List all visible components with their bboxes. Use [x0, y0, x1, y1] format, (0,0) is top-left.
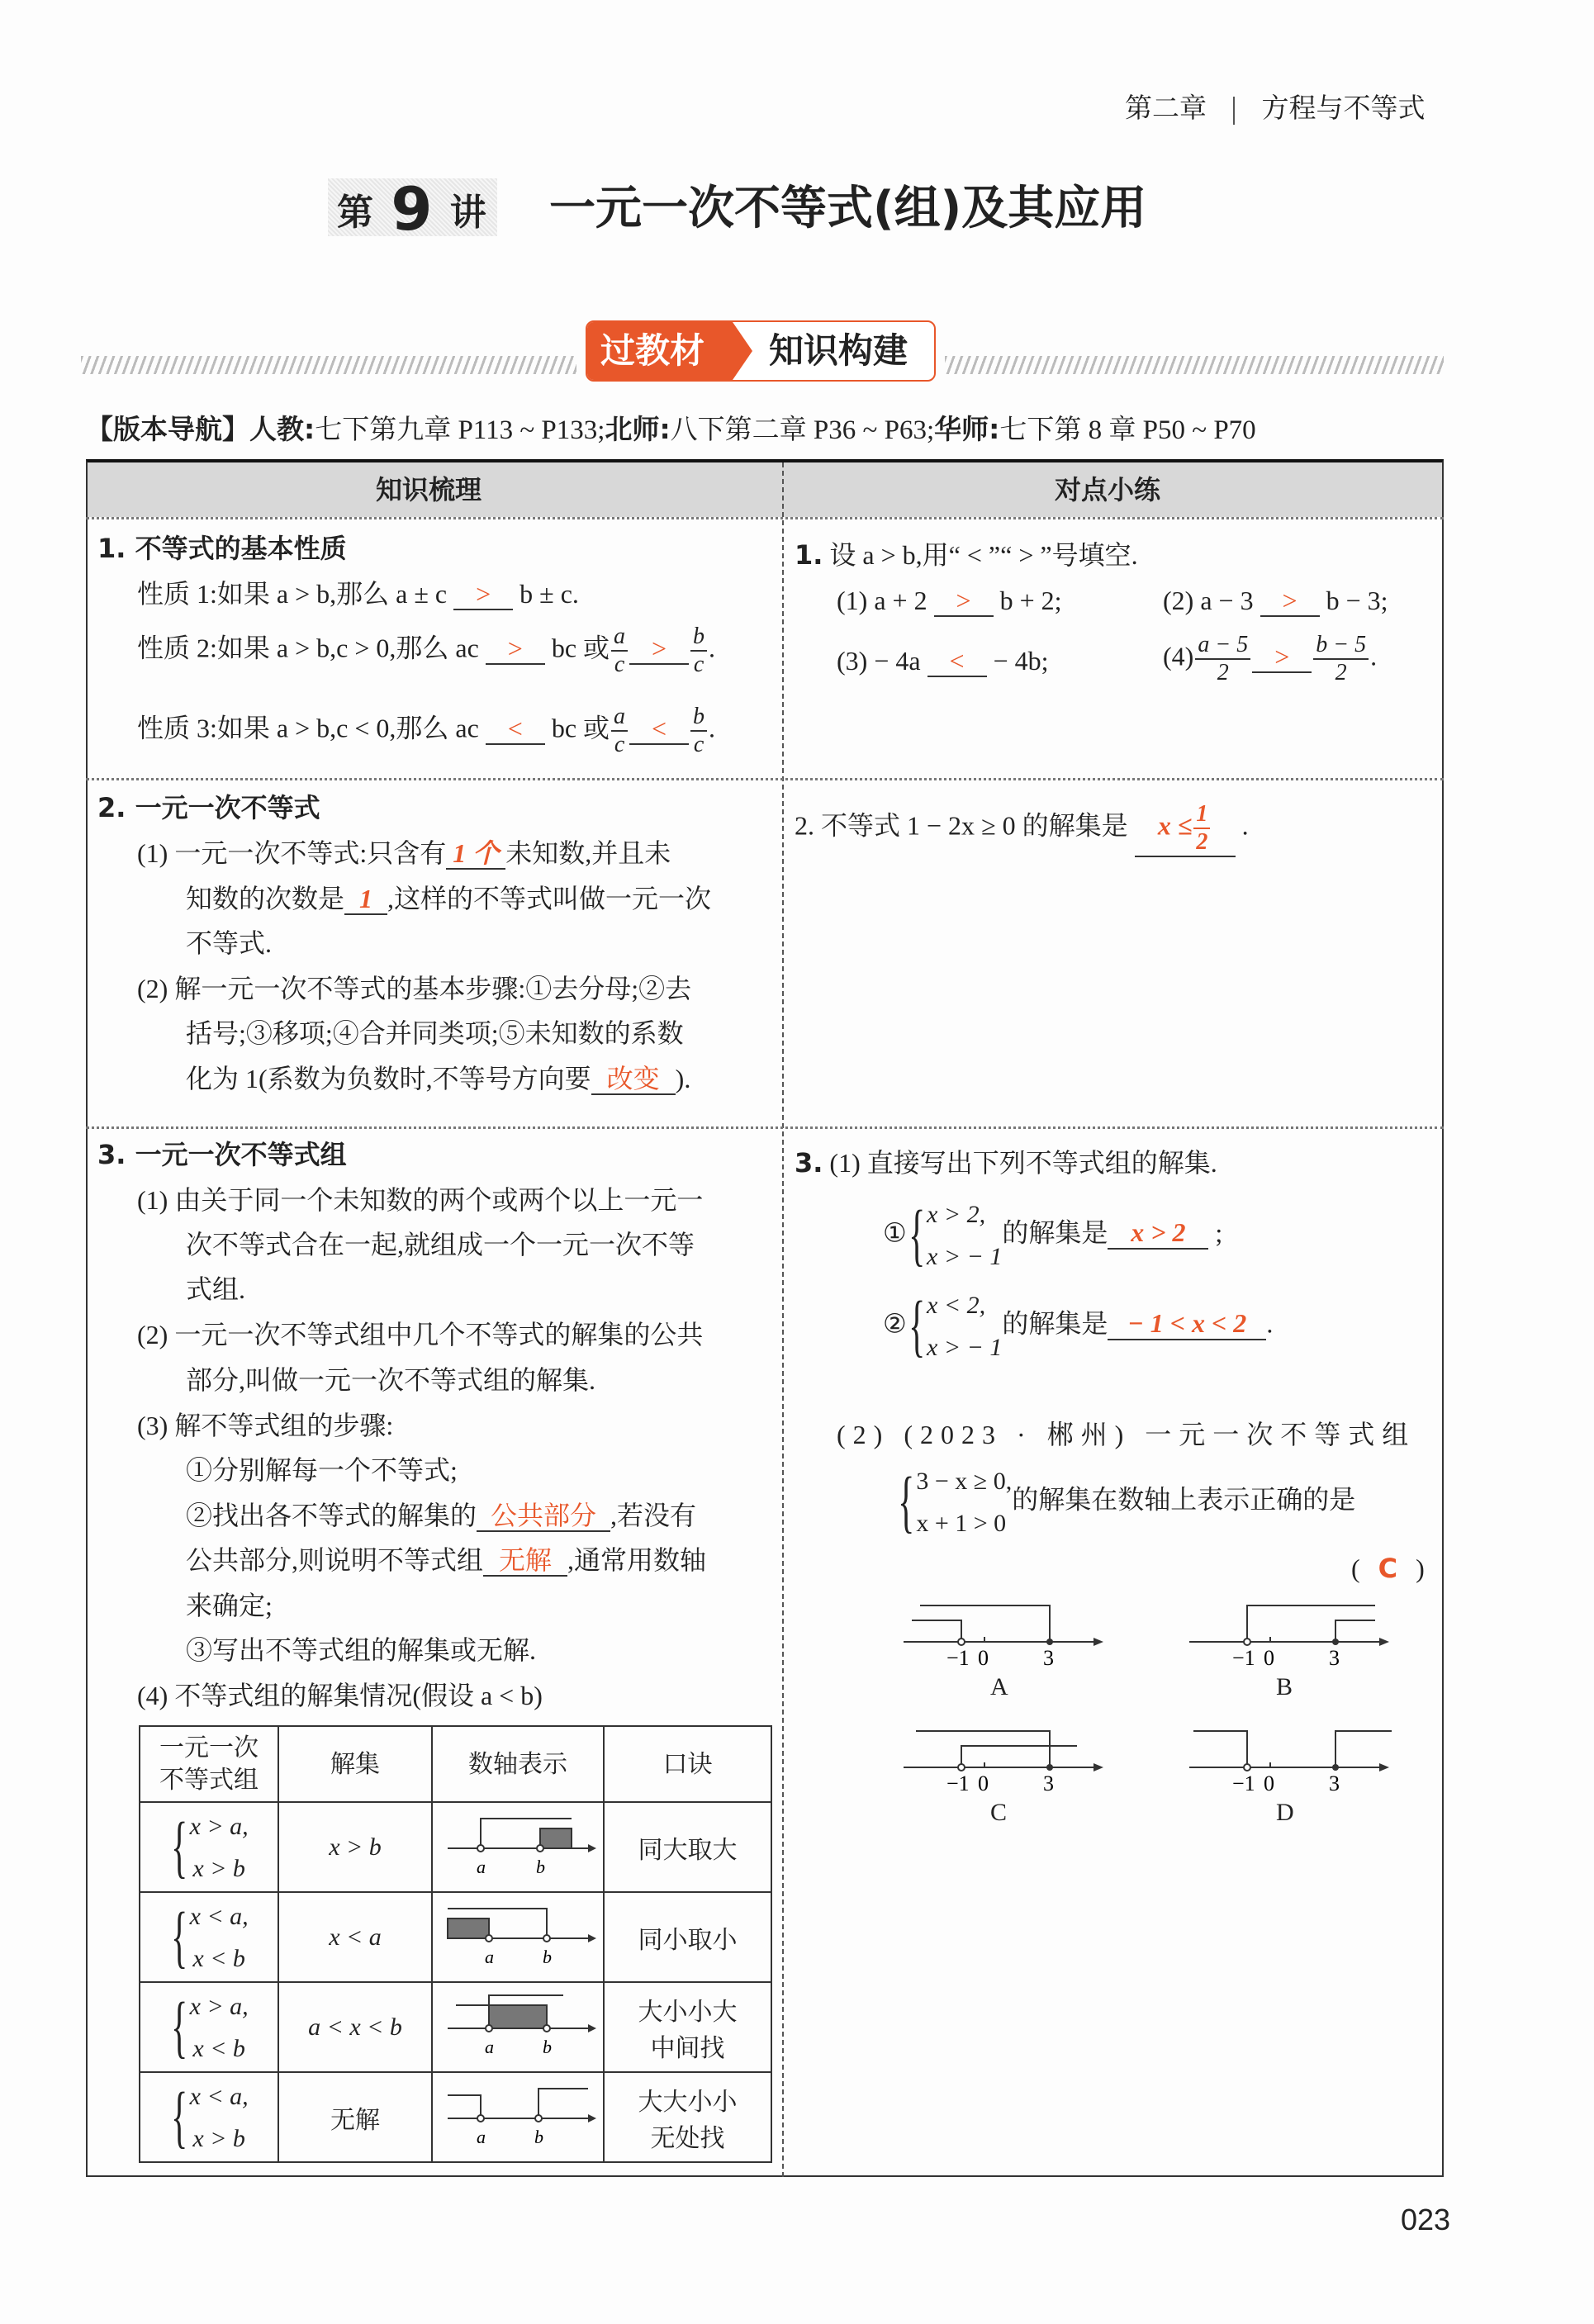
number-line-diagram: [439, 1807, 596, 1881]
number-line-diagram: [1189, 1719, 1396, 1794]
text-line: (3) 解不等式组的步骤:: [137, 1411, 394, 1440]
text: 的解集在数轴上表示正确的是: [1012, 1484, 1356, 1515]
page-title: 一元一次不等式(组)及其应用: [549, 182, 1147, 235]
option-label: D: [1276, 1799, 1294, 1826]
nav-huashi: 华师:: [934, 413, 1000, 445]
fraction: [690, 704, 707, 758]
nav-beishi-pages: 八下第二章 P36 ~ P63;: [670, 415, 935, 445]
rule-cell: [604, 1982, 771, 2072]
numerator: b − 5: [1313, 632, 1369, 660]
text: x + 1 > 0: [916, 1510, 1007, 1537]
answer: C: [1378, 1553, 1398, 1584]
exercise-3-q1: ① { x > 2, x > − 1 的解集是 x > 2 ;: [883, 1193, 1222, 1278]
answer: <: [629, 714, 689, 745]
text-line: 不等式.: [186, 928, 273, 958]
marker: ①: [883, 1217, 907, 1248]
text-line: ③写出不等式组的解集或无解.: [186, 1635, 537, 1665]
exercise-3-part2-line: (2) (2023 · 郴州) 一元一次不等式组: [837, 1420, 1416, 1449]
section1-title: 1. 不等式的基本性质: [97, 533, 347, 564]
nav-renjiao: 人教:: [249, 413, 315, 445]
denominator: 2: [1335, 660, 1347, 686]
denominator: c: [693, 732, 704, 758]
text: 不等式组: [159, 1767, 259, 1794]
option-label: C: [990, 1799, 1008, 1826]
text: ,这样的不等式叫做一元一次: [387, 884, 712, 913]
tick-label: 0: [1264, 1771, 1274, 1794]
header-cell: [140, 1726, 278, 1802]
text: x < a,: [189, 2082, 249, 2110]
text-line: [186, 1546, 706, 1577]
section3-title: 3. 一元一次不等式组: [97, 1139, 347, 1170]
option-b: [1189, 1594, 1396, 1710]
text-line: (2) 解一元一次不等式的基本步骤:①去分母;②去: [137, 974, 692, 1003]
answer-bracket: [1351, 1554, 1425, 1583]
option-label: A: [990, 1673, 1008, 1700]
header-cell: 解集: [278, 1726, 432, 1802]
text: .: [1241, 810, 1249, 841]
number-line-diagram: [439, 1897, 596, 1971]
answer: >: [486, 634, 545, 665]
system-cell: { x < a, x > b: [140, 2072, 278, 2162]
number-line-diagram: [439, 2077, 596, 2151]
text: ;: [1215, 1217, 1223, 1248]
text: x < b: [192, 2034, 245, 2062]
text: .: [1266, 1308, 1274, 1339]
numerator: 1: [1193, 801, 1210, 829]
rule-cell: [604, 2072, 771, 2162]
number-line-diagram: [1189, 1594, 1396, 1668]
number-line-diagram: [904, 1594, 1110, 1668]
text: x < 2,: [927, 1292, 986, 1319]
number-line-cell: [432, 2072, 604, 2162]
text: x > − 1: [927, 1334, 1003, 1361]
exercise-3-q2: ② { x < 2, x > − 1 的解集是 − 1 < x < 2 .: [883, 1284, 1273, 1368]
text: (: [1351, 1553, 1360, 1583]
exercise-1-q1: [837, 586, 1062, 617]
text-line: [186, 1501, 696, 1532]
text: − 4b;: [993, 646, 1049, 676]
table-row: [140, 2072, 771, 2162]
exercise-1-q3: [837, 647, 1049, 677]
stripe-decoration-right: [945, 356, 1444, 374]
text-line: [137, 839, 671, 870]
text: x < a,: [189, 1902, 249, 1930]
answer: [1135, 801, 1236, 857]
tick-label: 0: [978, 1646, 989, 1668]
text: 大大小小: [638, 2088, 738, 2116]
system-cell: { x > a, x < b: [140, 1982, 278, 2072]
text-line: (1) 由关于同一个未知数的两个或两个以上一元一: [137, 1185, 704, 1215]
table-header: [140, 1726, 771, 1802]
fraction: [1195, 632, 1250, 686]
answer: <: [927, 647, 987, 677]
text-line: 次不等式合在一起,就组成一个一元一次不等: [186, 1230, 695, 1259]
text-line: 式组.: [186, 1274, 246, 1304]
number-line-cell: [432, 1802, 604, 1892]
lecture-prefix: 第: [337, 192, 373, 234]
solution-cell: x < a: [278, 1892, 432, 1982]
text: 化为 1(系数为负数时,不等号方向要: [186, 1064, 591, 1093]
number-line-cell: [432, 1892, 604, 1982]
option-a: [904, 1594, 1110, 1710]
header-practice: 对点小练: [1055, 474, 1161, 505]
numerator: a: [611, 704, 628, 732]
text-line: ①分别解每一个不等式;: [186, 1455, 458, 1485]
exercise-1: [795, 541, 1138, 570]
text: 的解集是: [1002, 1217, 1108, 1248]
property-3: [137, 704, 715, 758]
answer: 1 个: [446, 839, 505, 870]
text: (3) − 4a: [837, 646, 921, 676]
numerator: b: [690, 704, 707, 732]
numerator: a: [611, 624, 628, 652]
text-line: (4) 不等式组的解集情况(假设 a < b): [137, 1681, 543, 1710]
fraction: [1193, 801, 1210, 856]
nav-label: 【版本导航】: [86, 413, 249, 445]
text: 2. 不等式 1 − 2x ≥ 0 的解集是: [795, 810, 1128, 841]
text: 一元一次: [159, 1734, 259, 1762]
marker: ②: [883, 1308, 907, 1339]
solution-cell: x > b: [278, 1802, 432, 1892]
table-header-row: [88, 462, 1442, 517]
rule-cell: 同小取小: [604, 1892, 771, 1982]
text: x > b: [192, 2124, 245, 2152]
page-number: 023: [1401, 2203, 1451, 2236]
text: x > 2,: [927, 1201, 986, 1228]
topic-label: 方程与不等式: [1261, 94, 1426, 124]
solution-cell: 无解: [278, 2072, 432, 2162]
text-line: 来确定;: [186, 1591, 273, 1620]
lecture-suffix: 讲: [449, 192, 486, 234]
denominator: c: [614, 732, 625, 758]
text: ).: [675, 1064, 691, 1093]
stripe-decoration-left: [81, 356, 576, 374]
tick-label: −1: [1232, 1771, 1255, 1794]
header-knowledge: 知识梳理: [376, 474, 482, 505]
fraction: [1313, 632, 1369, 686]
text: 性质 1:如果 a > b,那么 a ± c: [137, 579, 448, 609]
text: 中间找: [650, 2034, 725, 2062]
text-line: [186, 1065, 690, 1095]
text: x > a,: [189, 1812, 249, 1840]
text: x > − 1: [927, 1243, 1003, 1270]
exercise-2: [795, 801, 1249, 857]
tick-label: 3: [1329, 1646, 1340, 1668]
text: ,若没有: [610, 1501, 697, 1530]
text-line: 部分,叫做一元一次不等式组的解集.: [186, 1365, 596, 1395]
denominator: c: [693, 652, 704, 678]
nav-renjiao-pages: 七下第九章 P113 ~ P133;: [315, 415, 605, 445]
system-cell: { x > a, x > b: [140, 1802, 278, 1892]
version-navigation: [86, 415, 1256, 445]
tick-label: −1: [1232, 1646, 1255, 1668]
label-a: a: [477, 1856, 486, 1877]
tick-label: 3: [1043, 1771, 1054, 1794]
banner-right-label: 知识构建: [769, 330, 908, 371]
banner-left-label: 过教材: [600, 330, 705, 371]
header-divider: [1233, 97, 1235, 125]
solution-cell: a < x < b: [278, 1982, 432, 2072]
fraction: [690, 624, 707, 678]
tick-label: 3: [1329, 1771, 1340, 1794]
lecture-digit: 9: [391, 174, 433, 244]
text-line: 括号;③移项;④合并同类项;⑤未知数的系数: [186, 1018, 684, 1048]
table-row: [140, 1892, 771, 1982]
answer: >: [629, 634, 689, 665]
number-line-cell: [432, 1982, 604, 2072]
text: x > b: [192, 1854, 245, 1882]
denominator: 2: [1217, 660, 1229, 686]
label-a: a: [485, 1946, 494, 1967]
text: b + 2;: [999, 586, 1062, 615]
answer: x > 2: [1108, 1218, 1208, 1249]
table-row: [140, 1802, 771, 1892]
text: x < b: [192, 1944, 245, 1972]
property-1: [137, 580, 579, 610]
number: 1.: [795, 539, 823, 571]
text: 大小小大: [638, 1998, 738, 2026]
label-b: b: [543, 1946, 552, 1967]
exercise-3: [795, 1149, 1217, 1178]
number-line-diagram: [439, 1987, 596, 2061]
number: 3.: [795, 1147, 823, 1179]
number-line-diagram: [904, 1719, 1110, 1794]
text: ): [1416, 1553, 1425, 1583]
text: .: [709, 713, 716, 743]
fraction: [611, 624, 628, 678]
option-c: [904, 1719, 1110, 1835]
row-divider: [86, 517, 1444, 519]
answer: 1: [344, 885, 387, 915]
header-cell: 数轴表示: [432, 1726, 604, 1802]
tick-label: −1: [946, 1771, 970, 1794]
answer: <: [486, 714, 545, 745]
column-divider: [782, 462, 784, 2177]
answer: >: [1252, 643, 1312, 673]
row-divider: [86, 778, 1444, 780]
label-a: a: [477, 2126, 486, 2147]
section-banner: [586, 320, 936, 382]
answer-text: x ≤: [1157, 810, 1193, 841]
answer: >: [934, 586, 994, 617]
text: ②找出各不等式的解集的: [186, 1501, 477, 1530]
label-b: b: [534, 2126, 543, 2147]
running-header: [1125, 94, 1426, 125]
text: 的解集是: [1002, 1308, 1108, 1339]
exercise-1-q4: [1163, 632, 1377, 686]
tick-label: 0: [978, 1771, 989, 1794]
label-b: b: [543, 2036, 552, 2057]
answer: 公共部分: [477, 1501, 610, 1532]
option-d: [1189, 1719, 1396, 1835]
chapter-label: 第二章: [1125, 94, 1207, 124]
text: x > a,: [189, 1992, 249, 2020]
section2-title: 2. 一元一次不等式: [97, 792, 320, 823]
answer: >: [453, 580, 513, 610]
text-line: (2) 一元一次不等式组中几个不等式的解集的公共: [137, 1320, 704, 1349]
lecture-number: [337, 174, 486, 244]
answer: − 1 < x < 2: [1108, 1309, 1266, 1340]
text: (1) 直接写出下列不等式组的解集.: [829, 1148, 1217, 1178]
text: 知数的次数是: [186, 884, 345, 913]
table-row: [140, 1982, 771, 2072]
text: (4): [1163, 641, 1194, 671]
text: 性质 2:如果 a > b,c > 0,那么 ac: [137, 633, 479, 663]
text-line: [186, 885, 711, 915]
text: 公共部分,则说明不等式组: [186, 1545, 484, 1575]
system-cell: { x < a, x < b: [140, 1892, 278, 1982]
header-cell: 口诀: [604, 1726, 771, 1802]
property-2: [137, 624, 715, 678]
numerator: b: [690, 624, 707, 652]
rule-cell: 同大取大: [604, 1802, 771, 1892]
text: (1) a + 2: [837, 586, 927, 615]
nav-beishi: 北师:: [605, 413, 671, 445]
text: bc 或: [551, 713, 610, 743]
row-divider: [86, 1126, 1444, 1129]
text: 未知数,并且未: [505, 838, 671, 868]
text: b ± c.: [519, 579, 579, 609]
tick-label: −1: [946, 1646, 970, 1668]
text: .: [1370, 641, 1378, 671]
text: 3 − x ≥ 0,: [916, 1468, 1013, 1495]
answer: >: [1260, 586, 1320, 617]
answer: 改变: [591, 1065, 676, 1095]
numerator: a − 5: [1195, 632, 1250, 660]
answer: 无解: [483, 1546, 567, 1577]
text: 无处找: [650, 2124, 725, 2152]
tick-label: 0: [1264, 1646, 1274, 1668]
text: .: [709, 633, 716, 663]
denominator: 2: [1196, 829, 1208, 856]
nav-huashi-pages: 七下第 8 章 P50 ~ P70: [999, 415, 1256, 445]
text: (2) a − 3: [1163, 586, 1254, 615]
exercise-1-q2: [1163, 586, 1388, 617]
option-label: B: [1276, 1673, 1293, 1700]
exercise-3-part2-system: { 3 − x ≥ 0, x + 1 > 0 的解集在数轴上表示正确的是: [896, 1460, 1355, 1544]
label-a: a: [485, 2036, 494, 2057]
denominator: c: [614, 652, 625, 678]
text: b − 3;: [1326, 586, 1388, 615]
label-b: b: [536, 1856, 545, 1877]
tick-label: 3: [1043, 1646, 1054, 1668]
text: bc 或: [551, 633, 610, 663]
text: ,通常用数轴: [567, 1545, 707, 1575]
text: (1) 一元一次不等式:只含有: [137, 838, 447, 868]
text: 性质 3:如果 a > b,c < 0,那么 ac: [137, 713, 479, 743]
fraction: [611, 704, 628, 758]
text: 设 a > b,用“ < ”“ > ”号填空.: [829, 540, 1138, 570]
inequality-system-table: [139, 1725, 772, 2163]
